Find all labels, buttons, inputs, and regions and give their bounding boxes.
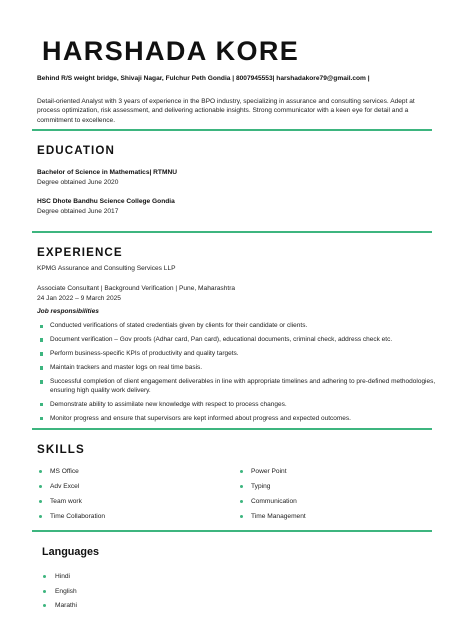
education-degree-1: Bachelor of Science in Mathematics| RTMNU [37, 169, 177, 176]
responsibility-text: Document verification – Gov proofs (Adhar card, Pan card), educational documents, criminal check, address check etc. [50, 335, 393, 343]
skill-item: Power Point [238, 468, 287, 475]
list-item [37, 350, 437, 359]
list-item [37, 378, 437, 395]
education-degree-2: HSC Dhote Bandhu Science College Gondia [37, 198, 175, 205]
skill-item: Typing [238, 483, 270, 490]
bullet-dot-icon [43, 590, 46, 593]
languages-heading: Languages [42, 546, 99, 558]
bullet-dot-icon [240, 500, 243, 503]
bullet-dot-icon [39, 485, 42, 488]
section-divider [32, 530, 432, 532]
candidate-name: HARSHADA KORE [42, 36, 300, 66]
bullet-dot-icon [39, 515, 42, 518]
language-item: Marathi [42, 602, 77, 609]
skill-item: Adv Excel [37, 483, 79, 490]
bullet-square-icon [40, 417, 43, 420]
responsibility-text: Demonstrate ability to assimilate new knowledge with respect to process changes. [50, 400, 287, 408]
experience-dates: 24 Jan 2022 – 9 March 2025 [37, 295, 121, 302]
bullet-square-icon [40, 380, 43, 383]
section-divider [32, 428, 432, 430]
education-obtained-2: Degree obtained June 2017 [37, 208, 119, 215]
bullet-dot-icon [39, 470, 42, 473]
responsibilities-list [37, 322, 437, 428]
responsibility-text: Maintain trackers and master logs on real time basis. [50, 363, 203, 371]
bullet-dot-icon [240, 470, 243, 473]
profile-summary: Detail-oriented Analyst with 3 years of experience in the BPO industry, specializing in assurance and consulting services. Adept at process optimization, risk assessment, and delivering actionable insights. Strong communicator with a keen eye for detail and a commitment to excellence. [37, 98, 415, 124]
responsibility-text: Perform business-specific KPIs of productivity and quality targets. [50, 349, 239, 357]
experience-company: KPMG Assurance and Consulting Services LLP [37, 265, 176, 272]
list-item [37, 322, 437, 331]
experience-heading: EXPERIENCE [37, 246, 123, 259]
bullet-dot-icon [43, 575, 46, 578]
bullet-square-icon [40, 366, 43, 369]
list-item [37, 336, 437, 345]
experience-role: Associate Consultant | Background Verification | Pune, Maharashtra [37, 285, 236, 292]
bullet-dot-icon [240, 485, 243, 488]
bullet-square-icon [40, 352, 43, 355]
skill-item: Time Collaboration [37, 513, 105, 520]
bullet-square-icon [40, 403, 43, 406]
skills-heading: SKILLS [37, 443, 85, 456]
skill-item: Team work [37, 498, 82, 505]
education-heading: EDUCATION [37, 144, 115, 157]
skill-item: Time Management [238, 513, 306, 520]
responsibility-text: Monitor progress and ensure that supervisors are kept informed about progress and expected outcomes. [50, 414, 351, 422]
section-divider [32, 231, 432, 233]
bullet-square-icon [40, 338, 43, 341]
bullet-square-icon [40, 325, 43, 328]
education-obtained-1: Degree obtained June 2020 [37, 179, 119, 186]
list-item [37, 415, 437, 424]
section-divider [32, 129, 432, 131]
list-item [37, 401, 437, 410]
contact-line: Behind R/S weight bridge, Shivaji Nagar, Fulchur Peth Gondia | 8007945553| harshadakore79@gmail.com | [37, 75, 370, 82]
language-item: English [42, 588, 77, 595]
skill-item: Communication [238, 498, 297, 505]
responsibilities-label: Job responsibilities [37, 308, 99, 315]
bullet-dot-icon [39, 500, 42, 503]
language-item: Hindi [42, 573, 70, 580]
list-item [37, 364, 437, 373]
responsibility-text: Successful completion of client engagement deliverables in line with appropriate timelines and adhering to pre-defined methodologies, ensuring high quality work delivery. [50, 377, 436, 394]
responsibility-text: Conducted verifications of stated credentials given by clients for their candidate or clients. [50, 322, 308, 329]
bullet-dot-icon [43, 604, 46, 607]
skill-item: MS Office [37, 468, 79, 475]
bullet-dot-icon [240, 515, 243, 518]
